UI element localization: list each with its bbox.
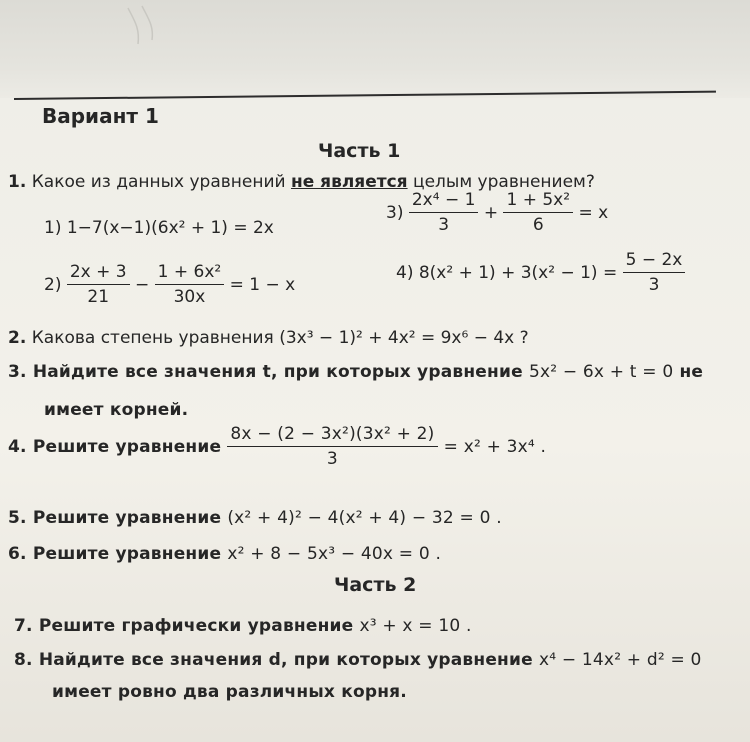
q4-rhs: = x² + 3x⁴ . [443, 436, 547, 457]
q1-opt1-label: 1) [44, 218, 62, 238]
q1-option-2 [44, 262, 295, 307]
q7-prompt [14, 616, 472, 636]
q1-text-after: целым уравнением? [407, 172, 595, 192]
q1-opt4-lhs: 8(x² + 1) + 3(x² − 1) = [418, 262, 618, 283]
part2-title: Часть 2 [334, 574, 417, 596]
q6-prompt [8, 544, 441, 564]
q1-number: 1. [8, 172, 27, 192]
q7-expr: x³ + x = 10 . [359, 616, 472, 636]
q8-text: Найдите все значения d, при которых уравнение [38, 650, 533, 670]
variant-title: Вариант 1 [42, 104, 159, 128]
q8-line-2: имеет ровно два различных корня. [52, 682, 407, 702]
q2-text: Какова степень уравнения [31, 328, 274, 348]
q1-opt1-expr: 1−7(x−1)(6x² + 1) = 2x [66, 218, 274, 238]
q1-opt2-fraction-2 [155, 262, 225, 307]
q5-prompt [8, 508, 502, 528]
q1-opt3-rhs: = x [578, 202, 609, 223]
q1-opt3-plus: + [483, 202, 499, 223]
q3-text: Найдите все значения t, при которых уравнение [32, 362, 523, 382]
q5-text: Решите уравнение [32, 508, 222, 528]
q1-emphasis: не является [290, 172, 408, 192]
q7-number: 7. [14, 616, 33, 636]
q1-opt2-minus: − [135, 274, 150, 295]
q1-opt3-frac1-num: 2x⁴ − 1 [409, 190, 479, 213]
q8-expr: x⁴ − 14x² + d² = 0 [538, 650, 702, 670]
q3-number: 3. [8, 362, 27, 382]
q4-frac-den: 3 [326, 449, 338, 469]
q3-expr: 5x² − 6x + t = 0 [528, 362, 674, 382]
q4-fraction [227, 424, 437, 469]
q3-prompt [8, 362, 703, 382]
q1-opt4-label: 4) [396, 262, 414, 283]
q6-number: 6. [8, 544, 27, 564]
q2-number: 2. [8, 328, 27, 348]
previous-page-strip [0, 0, 750, 98]
q5-expr: (x² + 4)² − 4(x² + 4) − 32 = 0 . [227, 508, 502, 528]
q1-option-1 [44, 218, 274, 238]
q1-opt4-frac-den: 3 [648, 275, 660, 295]
q1-opt3-frac1-den: 3 [438, 215, 450, 235]
q1-opt2-fraction-1 [67, 262, 130, 307]
q1-opt3-fraction-2 [503, 190, 573, 235]
q4-prompt [8, 424, 546, 469]
q1-opt3-label: 3) [386, 202, 404, 223]
q6-text: Решите уравнение [32, 544, 222, 564]
q3-line-2: имеет корней. [44, 400, 189, 420]
q2-prompt [8, 328, 529, 348]
q8-number: 8. [14, 650, 33, 670]
q2-expr: (3x³ − 1)² + 4x² = 9x⁶ − 4x ? [279, 328, 529, 348]
q1-opt2-frac1-num: 2x + 3 [67, 262, 130, 285]
q1-opt3-frac2-num: 1 + 5x² [503, 190, 573, 213]
q4-text: Решите уравнение [32, 436, 222, 457]
q1-opt2-rhs: = 1 − x [229, 274, 296, 295]
q4-number: 4. [8, 436, 27, 457]
q1-opt2-frac1-den: 21 [87, 287, 110, 307]
q4-frac-num: 8x − (2 − 3x²)(3x² + 2) [227, 424, 437, 447]
q1-opt4-frac-num: 5 − 2x [623, 250, 686, 273]
part1-title: Часть 1 [318, 140, 401, 162]
q7-text: Решите графически уравнение [38, 616, 354, 636]
q1-option-4 [396, 250, 685, 295]
q3-text-end: не [679, 362, 704, 382]
q1-opt2-frac2-num: 1 + 6x² [155, 262, 225, 285]
pencil-scribble [120, 0, 180, 60]
q1-opt3-fraction-1 [409, 190, 479, 235]
q6-expr: x² + 8 − 5x³ − 40x = 0 . [227, 544, 442, 564]
q1-opt4-fraction [623, 250, 686, 295]
q1-text-before: Какое из данных уравнений [31, 172, 291, 192]
q1-opt2-label: 2) [44, 274, 62, 295]
q1-option-3 [386, 190, 608, 235]
q8-prompt [14, 650, 702, 670]
q1-opt3-frac2-den: 6 [532, 215, 544, 235]
q5-number: 5. [8, 508, 27, 528]
q1-opt2-frac2-den: 30x [173, 287, 206, 307]
q1-prompt [8, 172, 595, 192]
